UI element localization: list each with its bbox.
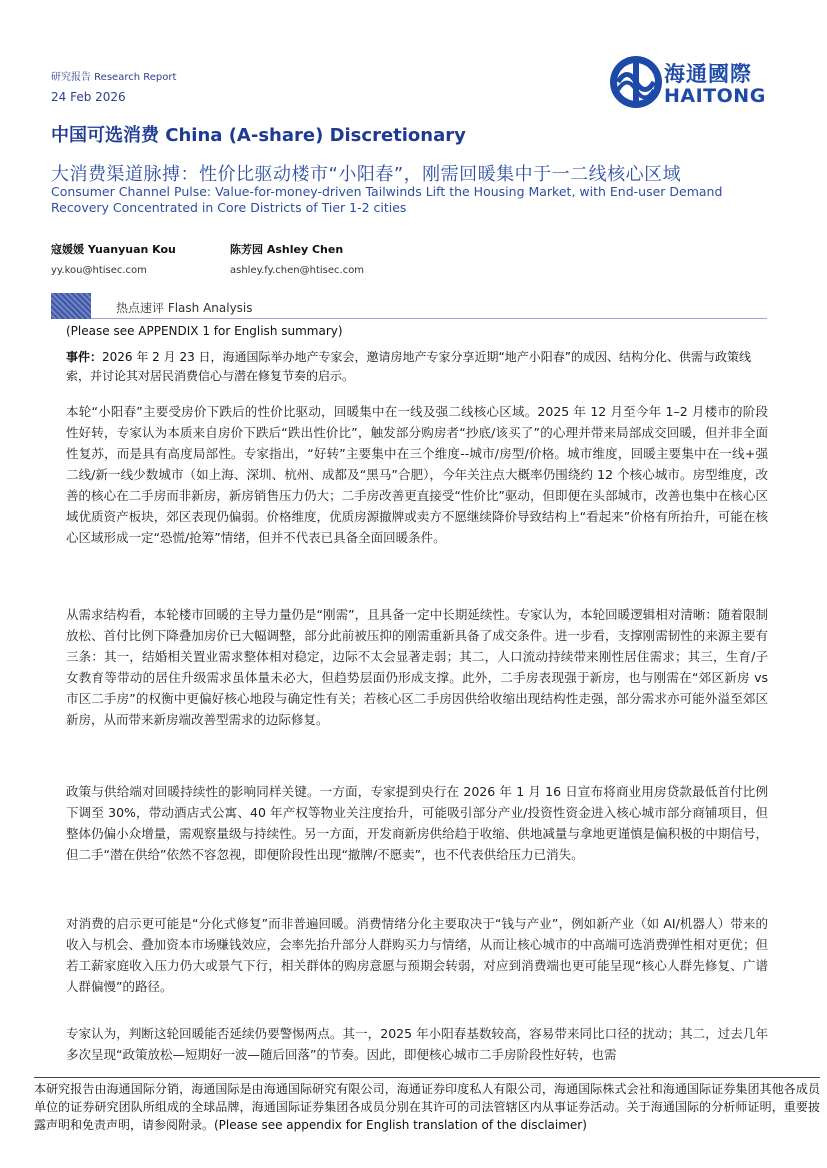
haitong-emblem-icon [608, 54, 664, 110]
flash-analysis-marker [51, 293, 91, 319]
author-name-1: 寇媛媛 Yuanyuan Kou [51, 243, 176, 256]
appendix-note: (Please see APPENDIX 1 for English summary) [66, 324, 343, 338]
author-email-1[interactable]: yy.kou@htisec.com [51, 265, 147, 276]
event-label: 事件： [66, 350, 103, 364]
sector-title: 中国可选消费 China (A-share) Discretionary [51, 125, 466, 146]
report-title-en: Consumer Channel Pulse: Value-for-money-driven Tailwinds Lift the Housing Market, with End-user Demand Recovery Concentrated in Core Districts of Tier 1-2 cities [51, 184, 723, 215]
disclaimer-footer: 本研究报告由海通国际分销，海通国际是由海通国际研究有限公司，海通证券印度私人有限公司，海通国际株式会社和海通国际证券集团其他各成员单位的证券研究团队所组成的全球品牌，海通国际证券集团各成员分别在其许可的司法管辖区内从事证券活动。关于海通国际的分析师证明，重要披露声明和免责声明，请参阅附录。(Please see appendix for English translation of the disclaimer) [34, 1082, 820, 1132]
body-paragraph-2: 从需求结构看，本轮楼市回暖的主导力量仍是“刚需”，且具备一定中长期延续性。专家认为，本轮回暖逻辑相对清晰：随着限制放松、首付比例下降叠加房价已大幅调整，部分此前被压抑的刚需重新具备了成交条件。进一步看，支撑刚需韧性的来源主要有三条：其一，结婚相关置业需求整体相对稳定，边际不太会显著走弱；其二，人口流动持续带来刚性居住需求；其三，生育/子女教育等带动的居住升级需求虽体量未必大，但趋势层面仍形成支撑。此外，二手房表现强于新房，也与刚需在“郊区新房 vs 市区二手房”的权衡中更偏好核心地段与确定性有关；若核心区二手房因供给收缩出现结构性走强，部分需求亦可能外溢至郊区新房，从而带来新房端改善型需求的边际修复。 [66, 607, 768, 727]
report-date: 24 Feb 2026 [51, 90, 126, 104]
body-paragraph-1: 本轮“小阳春”主要受房价下跌后的性价比驱动，回暖集中在一线及强二线核心区域。2025 年 12 月至今年 1–2 月楼市的阶段性好转，专家认为本质来自房价下跌后“跌出性价比”，触发部分购房者“抄底/该买了”的心理并带来局部成交回暖，但并非全面性复苏，而是具有高度局部性。专家指出，“好转”主要集中在三个维度--城市/房型/价格。城市维度，回暖主要集中在一线+强二线/新一线少数城市（如上海、深圳、杭州、成都及“黑马”合肥），今年关注点大概率仍围绕约 12 个核心城市。房型维度，改善的核心在二手房而非新房，新房销售压力仍大；二手房改善更直接受“性价比”驱动，但即便在头部城市，改善也集中在核心区域优质资产板块，郊区表现仍偏弱。价格维度，优质房源撤牌或卖方不愿继续降价导致结构上“看起来”价格有所抬升，可能在核心区域形成一定“恐慌/抢筹”情绪，但并不代表已具备全面回暖条件。 [66, 404, 768, 545]
body-paragraph-3: 政策与供给端对回暖持续性的影响同样关键。一方面，专家提到央行在 2026 年 1 月 16 日宣布将商业用房贷款最低首付比例下调至 30%，带动酒店式公寓、40 年产权等物业关注度抬升，可能吸引部分产业/投资性资金进入核心城市部分商铺项目，但整体仍偏小众增量，需观察量级与持续性。另一方面，开发商新房供给趋于收缩、供地减量与拿地更谨慎是偏积极的中期信号，但二手“潜在供给”依然不容忽视，即便阶段性出现“撤牌/不愿卖”，也不代表供给压力已消失。 [66, 784, 768, 862]
event-text: 2026 年 2 月 23 日，海通国际举办地产专家会，邀请房地产专家分享近期“地产小阳春”的成因、结构分化、供需与政策线索，并讨论其对居民消费信心与潜在修复节奏的启示。 [66, 350, 751, 383]
report-title-cn: 大消费渠道脉搏：性价比驱动楼市“小阳春”，刚需回暖集中于一二线核心区域 [51, 164, 682, 185]
author-email-2[interactable]: ashley.fy.chen@htisec.com [230, 265, 365, 276]
flash-analysis-label: 热点速评 Flash Analysis [116, 301, 253, 315]
body-paragraph-4: 对消费的启示更可能是“分化式修复”而非普遍回暖。消费情绪分化主要取决于“钱与产业”，例如新产业（如 AI/机器人）带来的收入与机会、叠加资本市场赚钱效应，会率先抬升部分人群购买力与情绪，从而让核心城市的中高端可选消费弹性相对更优；但若工薪家庭收入压力仍大或景气下行，相关群体的购房意愿与预期会转弱，对应到消费端也更可能呈现“核心人群先修复、广谱人群偏慢”的路径。 [66, 916, 768, 994]
logo-text-cn: 海通國際 [664, 62, 752, 86]
logo-text-en: HAITONG [664, 85, 766, 107]
body-paragraph-5: 专家认为，判断这轮回暖能否延续仍要警惕两点。其一，2025 年小阳春基数较高，容易带来同比口径的扰动；其二，过去几年多次呈现“政策放松—短期好一波—随后回落”的节奏。因此，即便核心城市二手房阶段性好转，也需 [66, 1026, 768, 1062]
footer-divider [34, 1077, 820, 1078]
report-kind: 研究报告 Research Report [51, 72, 177, 83]
author-name-2: 陈芳园 Ashley Chen [230, 243, 344, 256]
event-summary [66, 348, 768, 386]
flash-divider [91, 318, 767, 319]
